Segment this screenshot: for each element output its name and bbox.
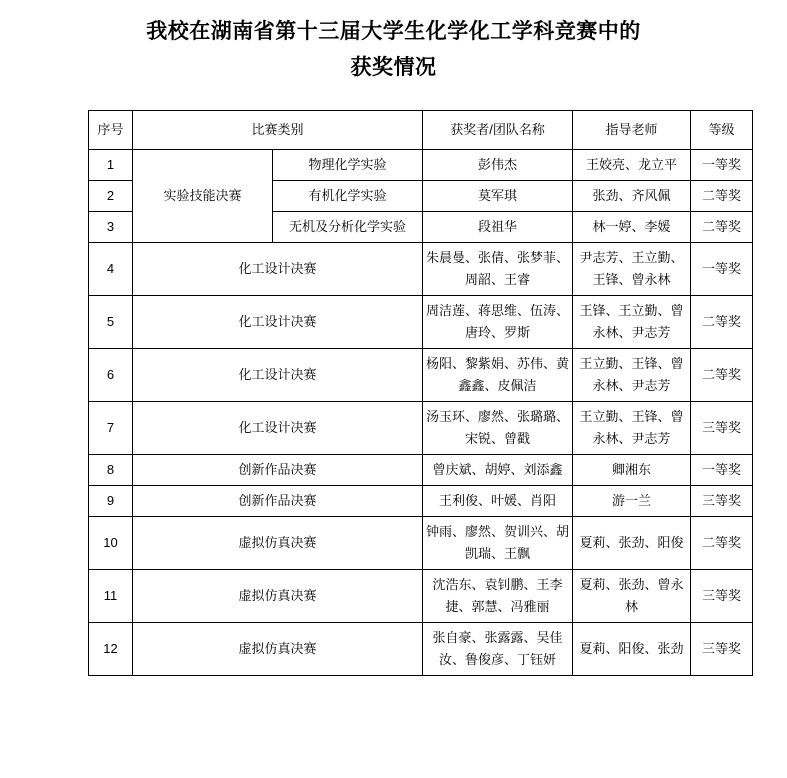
table-row [89, 243, 753, 296]
cell-category: 化工设计决赛 [133, 296, 423, 349]
cell-level: 二等奖 [691, 181, 753, 212]
cell-teacher: 王立勤、王锋、曾永林、尹志芳 [573, 402, 691, 455]
cell-teacher: 夏莉、阳俊、张劲 [573, 623, 691, 676]
cell-teacher: 王立勤、王锋、曾永林、尹志芳 [573, 349, 691, 402]
cell-category: 虚拟仿真决赛 [133, 623, 423, 676]
award-table [88, 110, 753, 676]
cell-level: 三等奖 [691, 486, 753, 517]
cell-no: 4 [89, 243, 133, 296]
cell-winner: 段祖华 [423, 212, 573, 243]
cell-winner: 莫军琪 [423, 181, 573, 212]
cell-winner: 杨阳、黎紫娟、苏伟、黄鑫鑫、皮佩洁 [423, 349, 573, 402]
page-title [0, 14, 787, 86]
table-row [89, 570, 753, 623]
header-teacher: 指导老师 [573, 111, 691, 150]
cell-level: 二等奖 [691, 296, 753, 349]
cell-category: 虚拟仿真决赛 [133, 517, 423, 570]
cell-teacher: 夏莉、张劲、曾永林 [573, 570, 691, 623]
header-winner: 获奖者/团队名称 [423, 111, 573, 150]
header-no: 序号 [89, 111, 133, 150]
cell-level: 一等奖 [691, 243, 753, 296]
cell-teacher: 张劲、齐风佩 [573, 181, 691, 212]
cell-teacher: 王姣亮、龙立平 [573, 150, 691, 181]
cell-category: 化工设计决赛 [133, 349, 423, 402]
table-row [89, 150, 753, 181]
cell-level: 三等奖 [691, 570, 753, 623]
table-row [89, 623, 753, 676]
cell-no: 11 [89, 570, 133, 623]
cell-no: 12 [89, 623, 133, 676]
cell-level: 二等奖 [691, 349, 753, 402]
table-row [89, 349, 753, 402]
cell-no: 2 [89, 181, 133, 212]
cell-teacher: 林一婷、李媛 [573, 212, 691, 243]
cell-teacher: 夏莉、张劲、阳俊 [573, 517, 691, 570]
cell-winner: 彭伟杰 [423, 150, 573, 181]
cell-teacher: 卿湘东 [573, 455, 691, 486]
cell-category: 创新作品决赛 [133, 486, 423, 517]
cell-winner: 王利俊、叶媛、肖阳 [423, 486, 573, 517]
cell-no: 10 [89, 517, 133, 570]
cell-level: 一等奖 [691, 150, 753, 181]
cell-level: 三等奖 [691, 623, 753, 676]
award-table-container [0, 94, 787, 676]
cell-category: 化工设计决赛 [133, 243, 423, 296]
cell-winner: 张自豪、张露露、吴佳汝、鲁俊彦、丁钰妍 [423, 623, 573, 676]
cell-no: 7 [89, 402, 133, 455]
cell-category: 创新作品决赛 [133, 455, 423, 486]
cell-teacher: 王锋、王立勤、曾永林、尹志芳 [573, 296, 691, 349]
cell-teacher: 尹志芳、王立勤、王锋、曾永林 [573, 243, 691, 296]
cell-subcategory: 物理化学实验 [273, 150, 423, 181]
cell-winner: 钟雨、廖然、贺训兴、胡凯瑞、王飘 [423, 517, 573, 570]
cell-no: 6 [89, 349, 133, 402]
cell-winner: 汤玉环、廖然、张璐璐、宋锐、曾戳 [423, 402, 573, 455]
cell-subcategory: 无机及分析化学实验 [273, 212, 423, 243]
header-category: 比赛类别 [133, 111, 423, 150]
cell-level: 二等奖 [691, 212, 753, 243]
cell-winner: 朱晨曼、张倩、张梦菲、周韶、王睿 [423, 243, 573, 296]
cell-level: 一等奖 [691, 455, 753, 486]
cell-teacher: 游一兰 [573, 486, 691, 517]
page-title-line-1: 我校在湖南省第十三届大学生化学化工学科竞赛中的 [146, 20, 641, 43]
table-header-row [89, 111, 753, 150]
cell-no: 5 [89, 296, 133, 349]
cell-level: 二等奖 [691, 517, 753, 570]
cell-category-group: 实验技能决赛 [133, 150, 273, 243]
cell-category: 化工设计决赛 [133, 402, 423, 455]
cell-subcategory: 有机化学实验 [273, 181, 423, 212]
table-row [89, 517, 753, 570]
header-level: 等级 [691, 111, 753, 150]
cell-no: 9 [89, 486, 133, 517]
table-row [89, 402, 753, 455]
table-row [89, 486, 753, 517]
cell-winner: 沈浩东、袁钊鹏、王李捷、郭慧、冯雅丽 [423, 570, 573, 623]
cell-no: 8 [89, 455, 133, 486]
cell-winner: 周洁莲、蒋思维、伍涛、唐玲、罗斯 [423, 296, 573, 349]
cell-category: 虚拟仿真决赛 [133, 570, 423, 623]
cell-no: 1 [89, 150, 133, 181]
cell-winner: 曾庆斌、胡婷、刘添鑫 [423, 455, 573, 486]
table-row [89, 296, 753, 349]
table-row [89, 455, 753, 486]
cell-level: 三等奖 [691, 402, 753, 455]
page-title-line-2: 获奖情况 [350, 56, 437, 79]
cell-no: 3 [89, 212, 133, 243]
